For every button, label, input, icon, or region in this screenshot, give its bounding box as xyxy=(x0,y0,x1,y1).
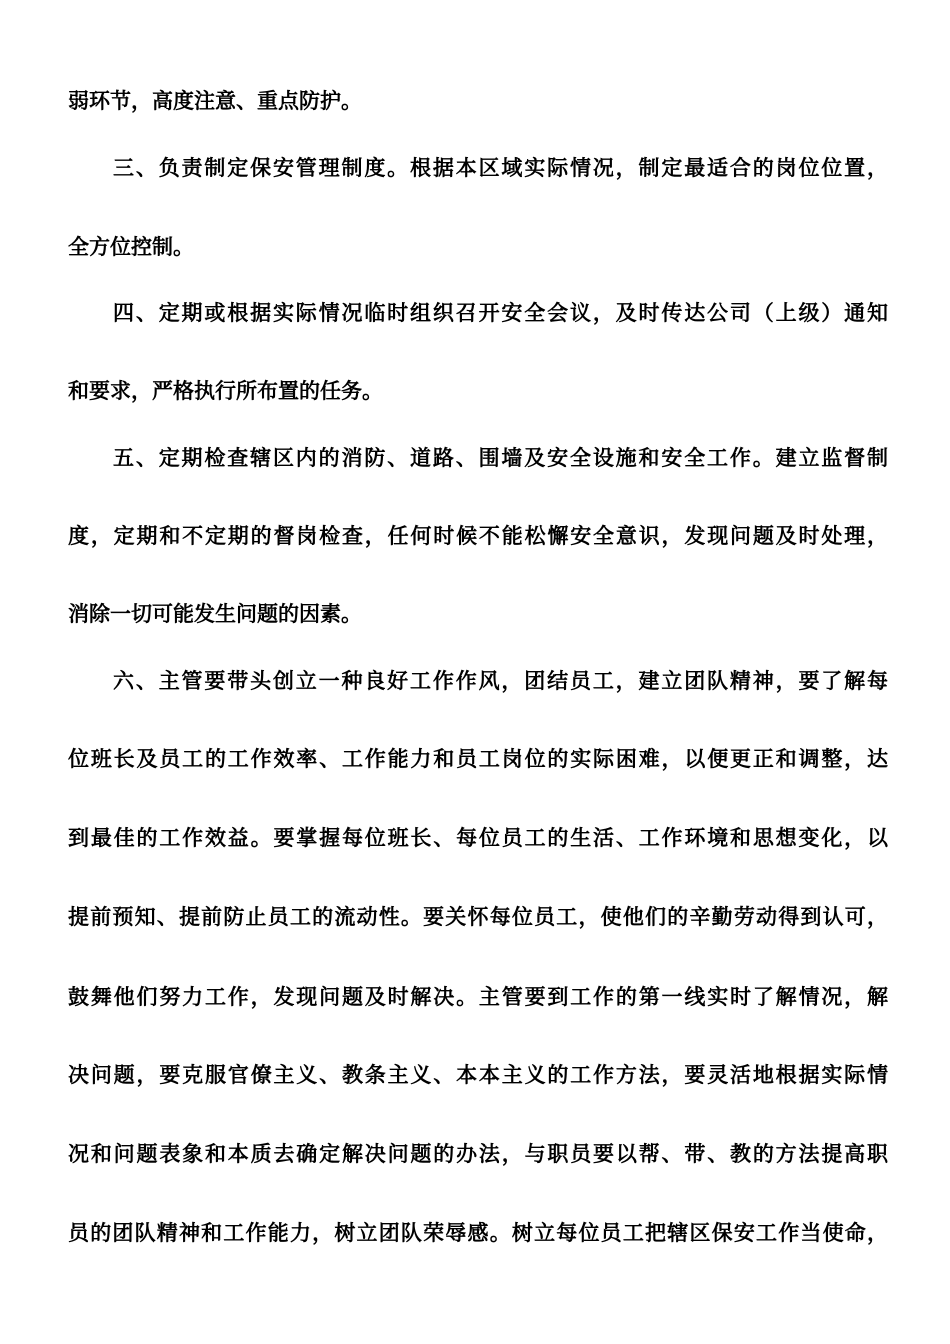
text-line: 员的团队精神和工作能力，树立团队荣辱感。树立每位员工把辖区保安工作当使命， xyxy=(68,1221,888,1245)
text-line: 弱环节，高度注意、重点防护。 xyxy=(68,89,362,113)
text-line: 到最佳的工作效益。要掌握每位班长、每位员工的生活、工作环境和思想变化，以 xyxy=(68,826,888,850)
section-heading-5: 五、定期检查辖区内的消防、道路、围墙及安全设施和安全工作。建立监督制 xyxy=(113,446,888,470)
text-line: 提前预知、提前防止员工的流动性。要关怀每位员工，使他们的辛勤劳动得到认可， xyxy=(68,905,888,929)
text-line: 消除一切可能发生问题的因素。 xyxy=(68,602,362,626)
text-line: 全方位控制。 xyxy=(68,235,194,259)
text-line: 决问题，要克服官僚主义、教条主义、本本主义的工作方法，要灵活地根据实际情 xyxy=(68,1063,888,1087)
text-line: 鼓舞他们努力工作，发现问题及时解决。主管要到工作的第一线实时了解情况，解 xyxy=(68,985,888,1009)
section-heading-4: 四、定期或根据实际情况临时组织召开安全会议，及时传达公司（上级）通知 xyxy=(113,301,888,325)
section-heading-6: 六、主管要带头创立一种良好工作作风，团结员工，建立团队精神，要了解每 xyxy=(113,669,888,693)
text-line: 位班长及员工的工作效率、工作能力和员工岗位的实际困难，以便更正和调整，达 xyxy=(68,747,888,771)
section-heading-3: 三、负责制定保安管理制度。根据本区域实际情况，制定最适合的岗位位置， xyxy=(113,156,888,180)
text-line: 度，定期和不定期的督岗检查，任何时候不能松懈安全意识，发现问题及时处理， xyxy=(68,524,888,548)
text-line: 况和问题表象和本质去确定解决问题的办法，与职员要以帮、带、教的方法提高职 xyxy=(68,1142,888,1166)
text-line: 和要求，严格执行所布置的任务。 xyxy=(68,379,383,403)
